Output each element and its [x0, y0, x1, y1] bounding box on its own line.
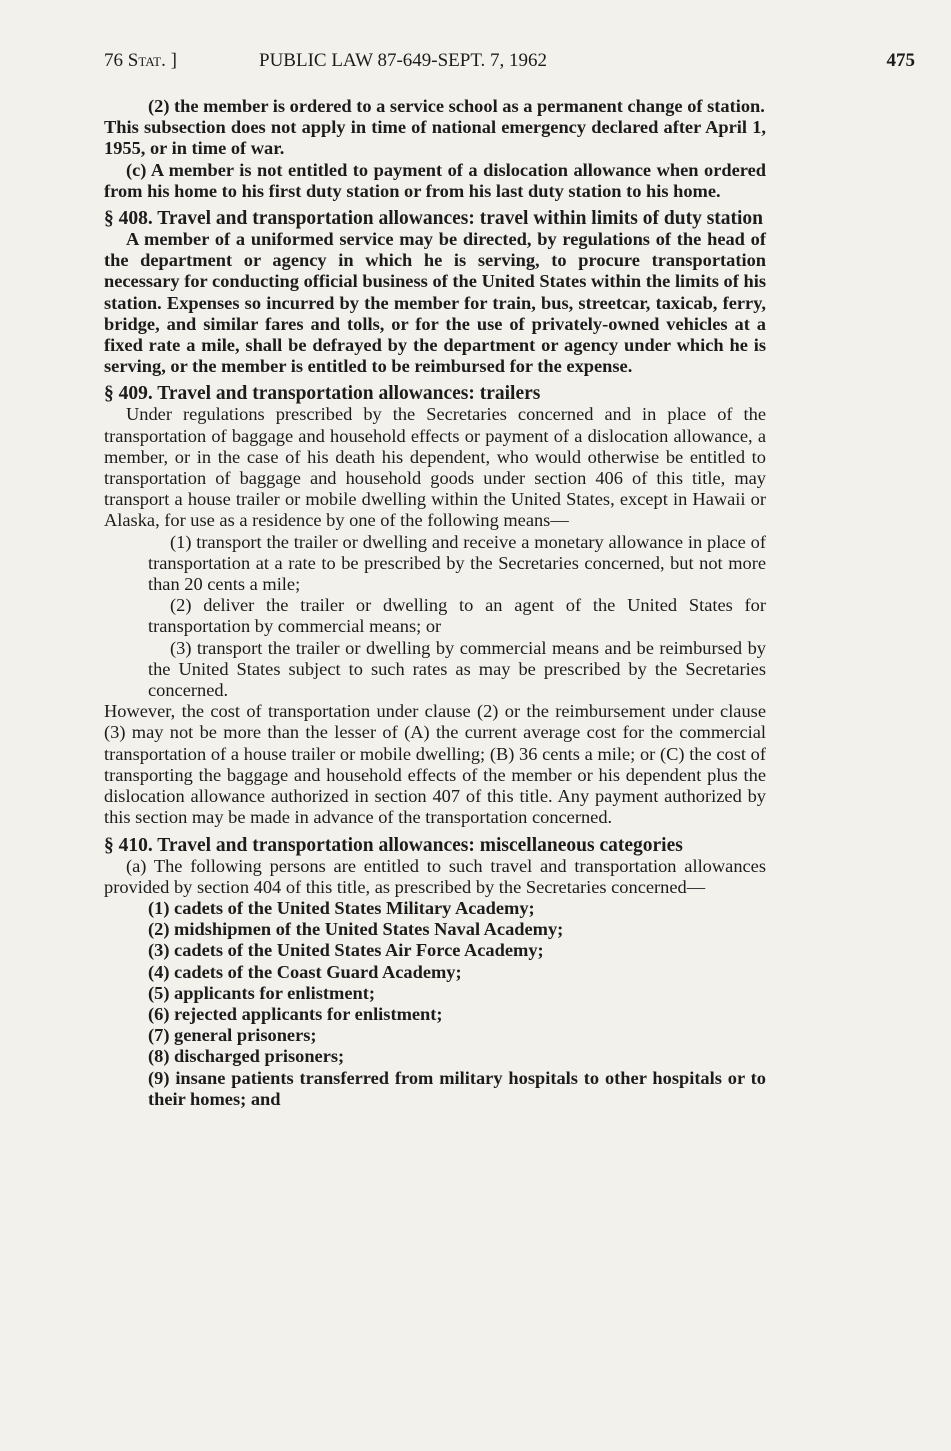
- page-number: 475: [886, 50, 915, 71]
- section-408-body: A member of a uniformed service may be directed, by regulations of the head of the department or agency in which he is serving, to procure transportation necessary for conducting official business of the United States within the limits of his station. Expenses so incurred by the member for train, bus, streetcar, taxicab, ferry, bridge, and similar fares and tolls, or for the use of privately-owned vehicles at a fixed rate a mile, shall be defrayed by the department or agency under which he is serving, or the member is entitled to be reimbursed for the expense.: [104, 229, 766, 377]
- section-410-item: (4) cadets of the Coast Guard Academy;: [148, 961, 462, 982]
- paragraph-emergency-exception: This subsection does not apply in time of national emergency declared after April 1, 1955, or in time of war.: [104, 117, 766, 159]
- section-410-item: (2) midshipmen of the United States Naval Academy;: [148, 919, 564, 940]
- section-410-item: (1) cadets of the United States Military Academy;: [148, 897, 535, 918]
- section-410-item: (5) applicants for enlistment;: [148, 982, 375, 1003]
- section-410-item: (3) cadets of the United States Air Force Academy;: [148, 940, 544, 961]
- law-title: PUBLIC LAW 87-649-SEPT. 7, 1962: [259, 50, 548, 71]
- section-408-heading: § 408. Travel and transportation allowances: travel within limits of duty station: [104, 208, 764, 230]
- running-head: [104, 50, 915, 76]
- section-409-item: (2) deliver the trailer or dwelling to an agent of the United States for transportation by commercial means; or: [148, 595, 766, 637]
- section-409-heading: § 409. Travel and transportation allowances: trailers: [104, 383, 541, 405]
- section-409-item: (3) transport the trailer or dwelling by commercial means and be reimbursed by the United States subject to such rates as may be prescribed by the Secretaries concerned.: [148, 637, 766, 701]
- section-410-item: (6) rejected applicants for enlistment;: [148, 1003, 443, 1024]
- section-410-item: (7) general prisoners;: [148, 1025, 317, 1046]
- section-410-item: (8) discharged prisoners;: [148, 1046, 345, 1067]
- document-body: [104, 96, 766, 1110]
- section-410-heading: § 410. Travel and transportation allowances: miscellaneous categories: [104, 834, 683, 856]
- section-410-item: (9) insane patients transferred from military hospitals to other hospitals or to their homes; and: [148, 1067, 766, 1109]
- section-409-body: Under regulations prescribed by the Secretaries concerned and in place of the transportation of baggage and household effects or payment of a dislocation allowance, a member, or in the case of his death his dependent, who would otherwise be entitled to transportation of baggage and household goods under section 406 of this title, may transport a house trailer or mobile dwelling within the United States, except in Hawaii or Alaska, for use as a residence by one of the following means—: [104, 404, 766, 531]
- section-409-tail: However, the cost of transportation under clause (2) or the reimbursement under clause (3) may not be more than the lesser of (A) the current average cost for the commercial transportation of a house trailer or mobile dwelling; (B) 36 cents a mile; or (C) the cost of transporting the baggage and household effects of the member or his dependent plus the dislocation allowance authorized in section 407 of this title. Any payment authorized by this section may be made in advance of the transportation concerned.: [104, 701, 766, 828]
- volume-reference: 76 Stat. ]: [104, 50, 177, 71]
- paragraph-subsection-c: (c) A member is not entitled to payment of a dislocation allowance when ordered from his home to his first duty station or from his last duty station to his home.: [104, 159, 766, 201]
- section-410-intro: (a) The following persons are entitled to such travel and transportation allowances provided by section 404 of this title, as prescribed by the Secretaries concerned—: [104, 855, 766, 897]
- paragraph-clause-2: (2) the member is ordered to a service school as a permanent change of station.: [148, 96, 765, 116]
- section-409-item: (1) transport the trailer or dwelling and receive a monetary allowance in place of transportation at a rate to be prescribed by the Secretaries concerned, but not more than 20 cents a mile;: [148, 531, 766, 595]
